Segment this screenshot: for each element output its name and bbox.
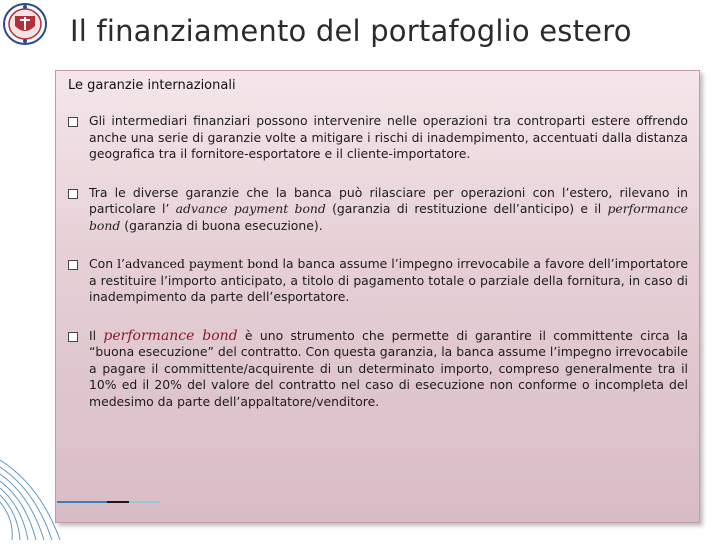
section-subtitle: Le garanzie internazionali <box>68 78 236 93</box>
square-bullet-icon <box>68 117 78 127</box>
decorative-rule <box>57 488 160 490</box>
bullet-text-post: è uno strumento che permette di garantire il committente circa la “buona esecuzione” del contratto. Con questa garanzia, la banca assume l’impegno irrevocabile a pagare il committente/acquirente di un determinato importo, compreso generalmente tra il 10% ed il 20% del valore del contratto nel caso di esecuzione non conforme o incompleta del medesimo da parte dell’appaltatore/venditore. <box>89 327 688 409</box>
bullet-text-post: la banca assume l’impegno irrevocabile a favore dell’importatore a restituire l’importo anticipato, a titolo di pagamento totale o parziale della fornitura, in caso di inadempimento da parte dell’esportatore. <box>89 256 688 304</box>
bullet-list <box>68 113 688 432</box>
square-bullet-icon <box>68 332 78 342</box>
bullet-text-pre: Il <box>89 327 104 343</box>
decorative-lines <box>0 455 170 540</box>
term-advance-payment-bond: advance payment bond <box>175 201 326 216</box>
square-bullet-icon <box>68 189 78 199</box>
bullet-text-mid: (garanzia di restituzione dell’anticipo) e il <box>325 201 608 216</box>
bullet-text-pre: Con <box>89 256 118 271</box>
bullet-text: Gli intermediari finanziari possono intervenire nelle operazioni tra controparti estere offrendo anche una serie di garanzie volte a mitigare i rischi di inadempimento, accentuati dalla distanza geografica tra il fornitore-esportatore e il cliente-importatore. <box>89 113 688 161</box>
list-item <box>68 256 688 306</box>
list-item <box>68 113 688 163</box>
bullet-text-post: (garanzia di buona esecuzione). <box>120 217 323 233</box>
square-bullet-icon <box>68 260 78 270</box>
term-advanced-payment-bond: l’advanced payment bond <box>117 256 279 271</box>
list-item <box>68 185 688 235</box>
list-item <box>68 328 688 411</box>
term-performance-bond: performance bond <box>89 201 688 233</box>
university-seal-icon <box>2 2 48 46</box>
page-title: Il finanziamento del portafoglio estero <box>70 14 632 48</box>
term-performance-bond-highlight: performance bond <box>103 327 238 344</box>
bullet-text-pre: Tra le diverse garanzie che la banca può rilasciare per operazioni con l’estero, rilevano in particolare l’ <box>89 184 688 216</box>
